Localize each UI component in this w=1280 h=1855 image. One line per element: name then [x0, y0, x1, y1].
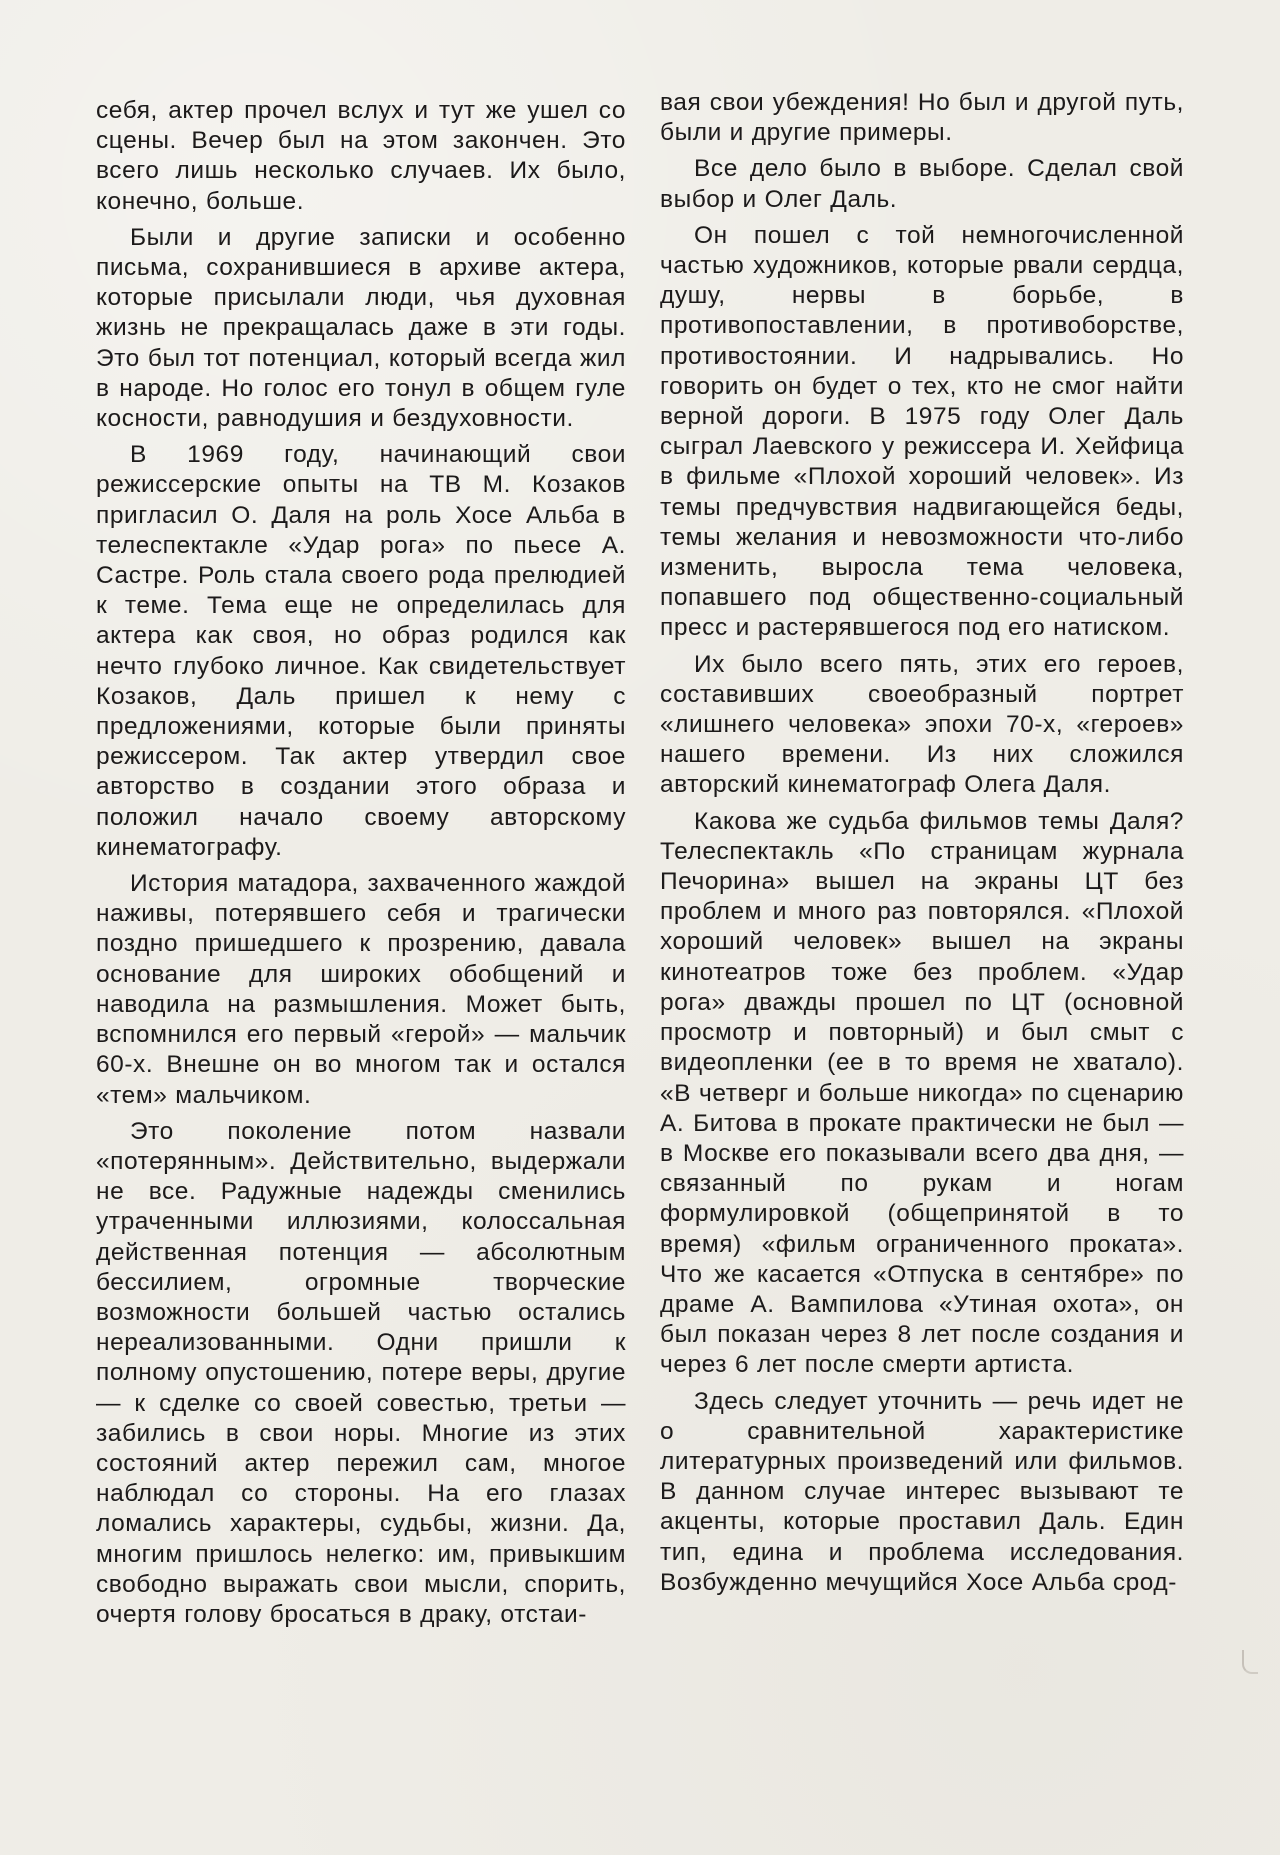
- right-text-column: [660, 88, 1184, 1604]
- paragraph: вая свои убеждения! Но был и другой путь, были и другие примеры.: [660, 89, 1184, 147]
- paragraph: Это поколение потом назвали «потерянным». Действительно, выдержали не все. Радужные надежды сменились утраченными иллюзиями, колоссальная действенная потенция — абсолютным бессилием, огромные творческие возможности большей частью остались нереализованными. Одни пришли к полному опустошению, потере веры, другие — к сделке со своей совестью, третьи — забились в свои норы. Многие из этих состояний актер пережил сам, многое наблюдал со стороны. На его глазах ломались характеры, судьбы, жизни. Да, многим пришлось нелегко: им, привыкшим свободно выражать свои мысли, спорить, очертя голову бросаться в драку, отстаи-: [96, 1117, 626, 1628]
- paragraph: Он пошел с той немногочисленной частью художников, которые рвали сердца, душу, нервы в борьбе, в противопоставлении, в противоборстве, противостоянии. И надрывались. Но говорить он будет о тех, кто не смог найти верной дороги. В 1975 году Олег Даль сыграл Лаевского у режиссера И. Хейфица в фильме «Плохой хороший человек». Из темы предчувствия надвигающейся беды, темы желания и невозможности что-либо изменить, выросла тема человека, попавшего под общественно-социальный пресс и растерявшегося под его натиском.: [660, 221, 1184, 642]
- paragraph: Их было всего пять, этих его героев, составивших своеобразный портрет «лишнего человека» эпохи 70-х, «героев» нашего времени. Из них сложился авторский кинематограф Олега Даля.: [660, 650, 1184, 799]
- paragraph: Какова же судьба фильмов темы Даля? Телеспектакль «По страницам журнала Печорина» вышел на экраны ЦТ без проблем и много раз повторялся. «Плохой хороший человек» вышел на экраны кинотеатров тоже без проблем. «Удар рога» дважды прошел по ЦТ (основной просмотр и повторный) и был смыт с видеопленки (ее в то время не хватало). «В четверг и больше никогда» по сценарию А. Битова в прокате практически не был — в Москве его показывали всего два дня, — связанный по рукам и ногам формулировкой (общепринятой в то время) «фильм ограниченного проката». Что же касается «Отпуска в сентябре» по драме А. Вампилова «Утиная охота», он был показан через 8 лет после создания и через 6 лет после смерти артиста.: [660, 807, 1184, 1379]
- left-text-column: [96, 96, 626, 1636]
- paragraph: Все дело было в выборе. Сделал свой выбор и Олег Даль.: [660, 155, 1184, 213]
- paragraph: История матадора, захваченного жаждой наживы, потерявшего себя и трагически поздно пришедшего к прозрению, давала основание для широких обобщений и наводила на размышления. Может быть, вспомнился его первый «герой» — мальчик 60-х. Внешне он во многом так и остался «тем» мальчиком.: [96, 870, 626, 1109]
- paragraph: себя, актер прочел вслух и тут же ушел со сцены. Вечер был на этом закончен. Это всего лишь несколько случаев. Их было, конечно, больше.: [96, 97, 626, 215]
- paragraph: Здесь следует уточнить — речь идет не о сравнительной характеристике литературных произведений или фильмов. В данном случае интерес вызывают те акценты, которые проставил Даль. Един тип, едина и проблема исследования. Возбужденно мечущийся Хосе Альба срод-: [660, 1387, 1184, 1596]
- margin-pencil-mark: [1242, 1650, 1258, 1674]
- paragraph: В 1969 году, начинающий свои режиссерские опыты на ТВ М. Козаков пригласил О. Даля на роль Хосе Альба в телеспектакле «Удар рога» по пьесе А. Састре. Роль стала своего рода прелюдией к теме. Тема еще не определилась для актера как своя, но образ родился как нечто глубоко личное. Как свидетельствует Козаков, Даль пришел к нему с предложениями, которые были приняты режиссером. Так актер утвердил свое авторство в создании этого образа и положил начало своему авторскому кинематографу.: [96, 441, 626, 861]
- paragraph: Были и другие записки и особенно письма, сохранившиеся в архиве актера, которые присылали люди, чья духовная жизнь не прекращалась даже в эти годы. Это был тот потенциал, который всегда жил в народе. Но голос его тонул в общем гуле косности, равнодушия и бездуховности.: [96, 223, 626, 433]
